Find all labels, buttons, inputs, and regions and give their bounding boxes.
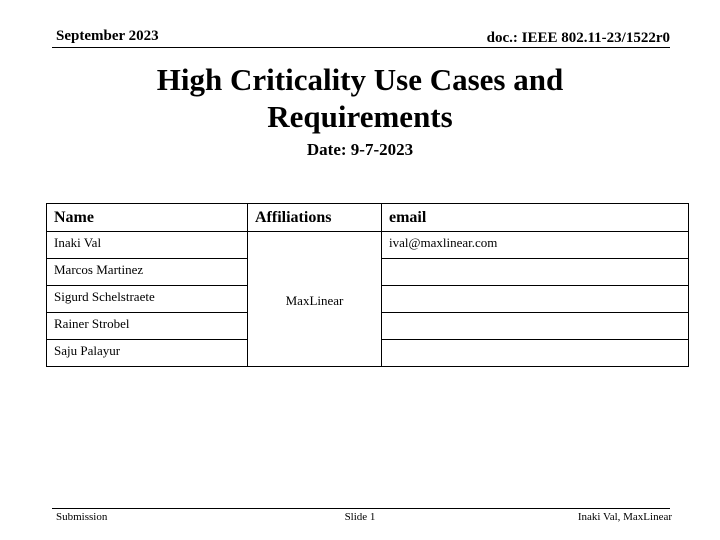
header-divider [52,47,670,48]
author-name: Rainer Strobel [47,313,248,340]
header-doc-id: doc.: IEEE 802.11-23/1522r0 [486,30,670,46]
footer-slide-number: Slide 1 [344,511,376,523]
author-email [382,286,689,313]
authors-table [46,203,689,367]
author-email [382,259,689,286]
header-date: September 2023 [56,28,159,44]
author-email [382,340,689,367]
author-name: Saju Palayur [47,340,248,367]
author-email: ival@maxlinear.com [382,232,689,259]
slide-date: Date: 9-7-2023 [306,140,414,159]
column-header-name: Name [47,204,248,232]
author-affiliation: MaxLinear [248,232,382,367]
column-header-email: email [382,204,689,232]
author-name: Sigurd Schelstraete [47,286,248,313]
author-name: Inaki Val [47,232,248,259]
table-row [47,232,689,259]
table-header-row [47,204,689,232]
author-name: Marcos Martinez [47,259,248,286]
footer-author: Inaki Val, MaxLinear [577,511,672,523]
footer-divider [52,508,670,509]
slide-title: High Criticality Use Cases and Requirements [156,62,564,134]
author-email [382,313,689,340]
column-header-affiliations: Affiliations [248,204,382,232]
footer-submission: Submission [56,511,108,523]
